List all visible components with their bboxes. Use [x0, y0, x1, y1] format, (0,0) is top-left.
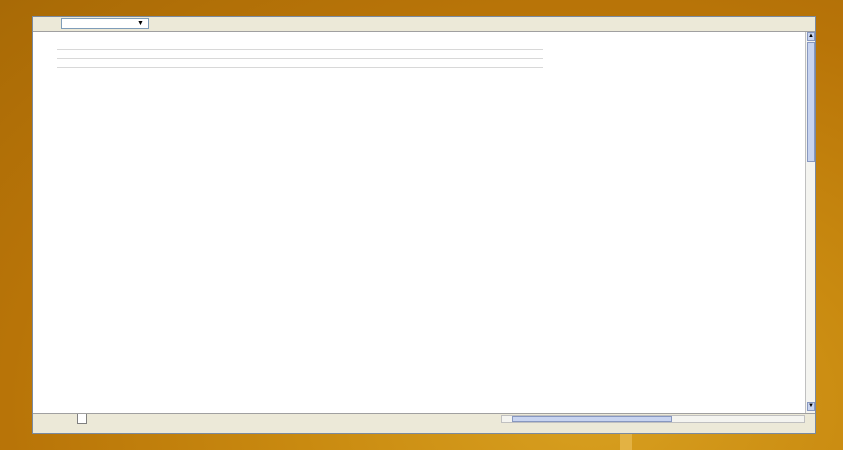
spreadsheet-window — [32, 16, 816, 434]
blank-row[interactable] — [57, 50, 543, 59]
chevron-down-icon[interactable]: ▼ — [137, 20, 144, 27]
report-title[interactable] — [57, 41, 543, 50]
horizontal-scrollbar[interactable] — [501, 415, 805, 423]
scroll-up-icon[interactable]: ▲ — [808, 33, 814, 39]
vertical-scrollbar[interactable] — [805, 32, 816, 413]
formula-bar — [33, 17, 815, 32]
blank-row[interactable] — [57, 59, 543, 68]
scroll-thumb[interactable] — [512, 416, 672, 422]
scroll-down-icon[interactable]: ▼ — [808, 403, 814, 409]
name-box[interactable] — [61, 18, 149, 29]
scroll-thumb[interactable] — [807, 42, 815, 162]
status-bar — [33, 424, 815, 434]
sheet-tab-details[interactable] — [77, 414, 87, 424]
sheet-tab-bar — [33, 413, 815, 424]
